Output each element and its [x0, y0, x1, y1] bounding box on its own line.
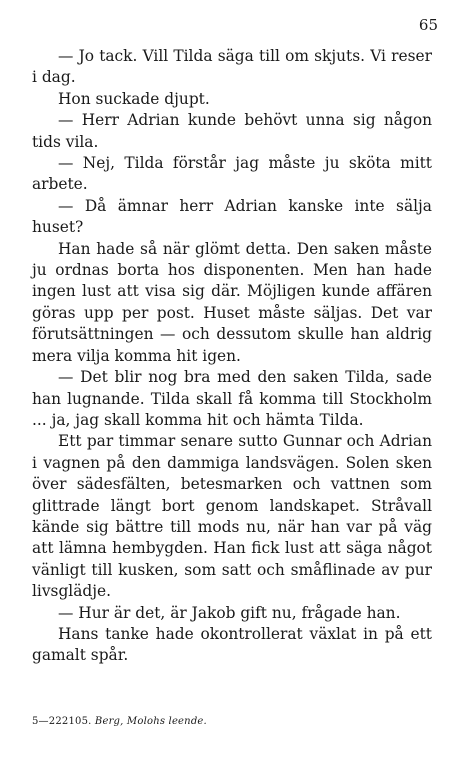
paragraph: — Hur är det, är Jakob gift nu, frågade han.: [58, 603, 401, 622]
page-number: 65: [418, 16, 438, 34]
paragraph: — Nej, Tilda förstår jag måste ju sköta mitt arbete.: [32, 154, 432, 194]
paragraph: — Det blir nog bra med den saken Tilda, sade han lugnande. Tilda skall få komma till Stockholm ... ja, jag skall komma hit och hämta Tilda.: [32, 368, 432, 429]
signature-code: 5—222105.: [32, 716, 92, 727]
signature-title: Berg, Molohs leende.: [94, 716, 207, 727]
paragraph: Ett par timmar senare sutto Gunnar och Adrian i vagnen på den dammiga landsvägen. Solen sken över sädesfälten, betesmarken och vattnen som glittrade längt bort genom landskapet. Stråvall kände sig bättre till mods nu, när han var på väg att lämna hembygden. Han fick lust att säga något vänligt till kusken, som satt och småflinade av pur livsglädje.: [32, 432, 432, 601]
body-text: [32, 46, 432, 667]
paragraph: Hans tanke hade okontrollerat växlat in på ett gamalt spår.: [32, 624, 432, 665]
paragraph: — Då ämnar herr Adrian kanske inte sälja huset?: [32, 196, 432, 237]
paragraph: — Jo tack. Vill Tilda säga till om skjuts. Vi reser i dag.: [32, 47, 432, 87]
paragraph: Han hade så när glömt detta. Den saken måste ju ordnas borta hos disponenten. Men han hade ingen lust att visa sig där. Möjligen kunde affären göras upp per post. Huset måste säljas. Det var förutsättningen — och dessutom skulle han aldrig mera vilja komma hit igen.: [32, 239, 432, 365]
paragraph: — Herr Adrian kunde behövt unna sig någon tids vila.: [32, 111, 432, 151]
paragraph: Hon suckade djupt.: [58, 89, 210, 108]
print-signature-footer: [32, 716, 207, 727]
